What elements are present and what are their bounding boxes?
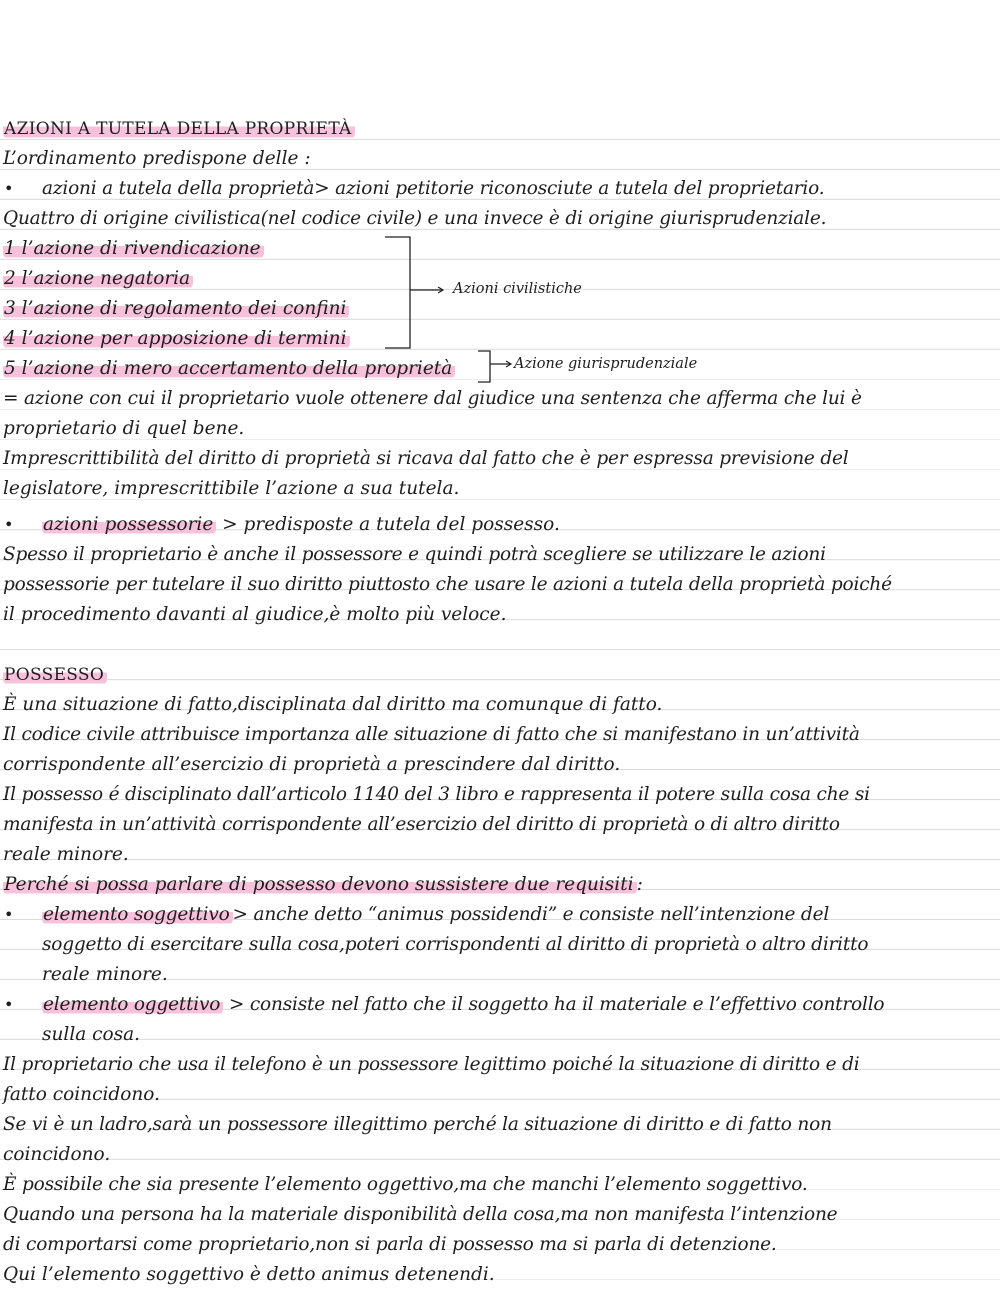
possesso-example-line: di comportarsi come proprietario,non si parla di possesso ma si parla di detenzione.	[3, 1234, 777, 1255]
requisiti-line: Perché si possa parlare di possesso devono sussistere due requisiti :	[4, 874, 643, 895]
elemento-oggettivo-cont: sulla cosa.	[42, 1024, 141, 1045]
possesso-example-line: Il proprietario che usa il telefono è un possessore legittimo poiché la situazione di diritto e di	[3, 1054, 860, 1075]
elemento-oggettivo: elemento oggettivo > consiste nel fatto che il soggetto ha il materiale e l’effettivo controllo	[43, 994, 885, 1015]
elemento-soggettivo-cont: soggetto di esercitare sulla cosa,poteri corrispondenti al diritto di proprietà o altro diritto	[42, 934, 869, 955]
intro-line: L’ordinamento predispone delle :	[3, 148, 311, 169]
bullet-azioni-possessorie: azioni possessorie > predisposte a tutela del possesso.	[43, 514, 560, 535]
possesso-line: Il possesso é disciplinato dall’articolo 1140 del 3 libro e rappresenta il potere sulla cosa che si	[3, 784, 870, 805]
bullet-dot: •	[4, 905, 14, 924]
possesso-example-line: È possibile che sia presente l’elemento oggettivo,ma che manchi l’elemento soggettivo.	[3, 1174, 808, 1195]
action-item: 5 l’azione di mero accertamento della proprietà	[3, 354, 455, 384]
label-azione-giurisprudenziale: Azione giurisprudenziale	[514, 356, 698, 372]
action-item: 2 l’azione negatoria	[3, 264, 193, 294]
bullet-azioni-tutela: azioni a tutela della proprietà> azioni petitorie riconosciute a tutela del proprietario.	[42, 178, 825, 199]
elemento-soggettivo-cont: reale minore.	[42, 964, 168, 985]
bullet-dot: •	[4, 179, 14, 198]
origin-line: Quattro di origine civilistica(nel codice civile) e una invece è di origine giurisprudenziale.	[3, 208, 827, 229]
section-title-possesso: POSSESSO	[3, 660, 107, 690]
possesso-example-line: Quando una persona ha la materiale disponibilità della cosa,ma non manifesta l’intenzione	[3, 1204, 838, 1225]
definition-line: proprietario di quel bene.	[3, 418, 245, 439]
action-item: 1 l’azione di rivendicazione	[3, 234, 264, 264]
possesso-example-line: coincidono.	[3, 1144, 111, 1165]
elemento-soggettivo: elemento soggettivo > anche detto “animus possidendi” e consiste nell’intenzione del	[43, 904, 830, 925]
juris-bracket-icon	[474, 348, 514, 388]
action-item: 4 l’azione per apposizione di termini	[3, 324, 350, 354]
definition-line: = azione con cui il proprietario vuole ottenere dal giudice una sentenza che afferma che lui è	[3, 388, 862, 409]
definition-line: legislatore, imprescrittibile l’azione a sua tutela.	[3, 478, 460, 499]
action-item: 3 l’azione di regolamento dei confini	[3, 294, 349, 324]
possessorie-line: Spesso il proprietario è anche il possessore e quindi potrà scegliere se utilizzare le azioni	[3, 544, 826, 565]
possesso-line: corrispondente all’esercizio di proprietà a prescindere dal diritto.	[3, 754, 621, 775]
bullet-dot: •	[4, 995, 14, 1014]
possessorie-line: possessorie per tutelare il suo diritto piuttosto che usare le azioni a tutela della proprietà poiché	[3, 574, 892, 595]
bullet-dot: •	[4, 515, 14, 534]
possesso-example-line: Qui l’elemento soggettivo è detto animus detenendi.	[3, 1264, 495, 1285]
definition-line: Imprescrittibilità del diritto di proprietà si ricava dal fatto che è per espressa previsione del	[3, 448, 849, 469]
possesso-line: Il codice civile attribuisce importanza alle situazione di fatto che si manifestano in un’attività	[3, 724, 860, 745]
possesso-line: È una situazione di fatto,disciplinata dal diritto ma comunque di fatto.	[3, 694, 663, 715]
possessorie-line: il procedimento davanti al giudice,è molto più veloce.	[3, 604, 507, 625]
label-azioni-civilistiche: Azioni civilistiche	[453, 281, 582, 297]
possesso-example-line: fatto coincidono.	[3, 1084, 160, 1105]
top-margin	[0, 0, 1000, 110]
possesso-line: manifesta in un’attività corrispondente all’esercizio del diritto di proprietà o di altro diritto	[3, 814, 840, 835]
section-title-azioni: AZIONI A TUTELA DELLA PROPRIETÀ	[3, 114, 355, 144]
possesso-line: reale minore.	[3, 844, 129, 865]
possesso-example-line: Se vi è un ladro,sarà un possessore illegittimo perché la situazione di diritto e di fatto non	[3, 1114, 832, 1135]
